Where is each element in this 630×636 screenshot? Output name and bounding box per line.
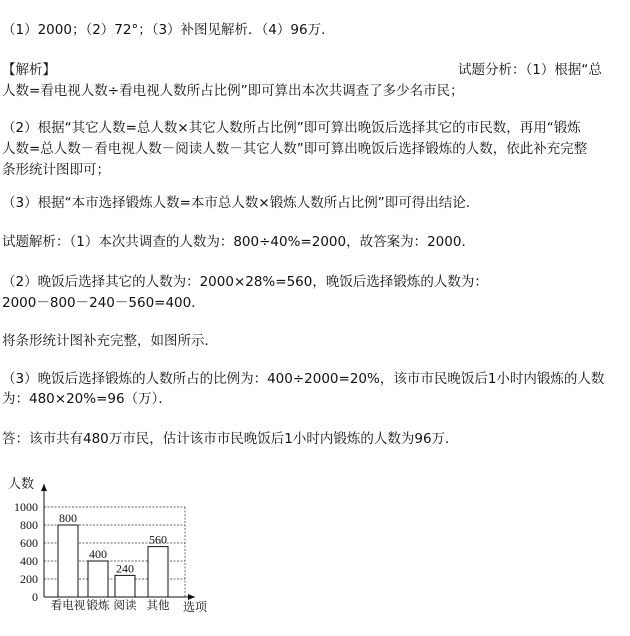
y-axis-title: 人数 bbox=[8, 476, 35, 491]
x-axis-title: 选项 bbox=[183, 600, 208, 614]
bar-value-label: 560 bbox=[149, 532, 167, 547]
chart-note: 将条形统计图补充完整，如图所示． bbox=[2, 333, 218, 349]
answer-summary: （1）2000；（2）72°；（3）补图见解析．（4）96万． bbox=[2, 22, 335, 38]
solution-step3-a: （3）晚饭后选择锻炼的人数所占的比例为：400÷2000=20%，该市市民晚饭后1小时内锻炼的人数 bbox=[2, 371, 605, 387]
analysis-heading: 【解析】 bbox=[2, 62, 56, 78]
y-axis-arrow-icon bbox=[41, 484, 47, 491]
analysis-step3: （3）根据“本市选择锻炼人数=本市总人数×锻炼人数所占比例”即可得出结论． bbox=[2, 195, 480, 211]
analysis-intro: 试题分析：（1）根据“总 bbox=[458, 62, 602, 78]
y-tick-label: 200 bbox=[20, 572, 38, 586]
x-tick-label: 其他 bbox=[146, 600, 170, 612]
solution-step1: 试题解析：（1）本次共调查的人数为：800÷40%=2000，故答案为：2000． bbox=[2, 234, 475, 250]
analysis-step1: 人数=看电视人数÷看电视人数所占比例”即可算出本次共调查了多少名市民； bbox=[2, 83, 464, 99]
y-tick-label: 600 bbox=[20, 536, 38, 550]
x-tick-label: 锻炼 bbox=[86, 600, 110, 612]
bar-4 bbox=[148, 547, 168, 597]
bar-2 bbox=[88, 561, 108, 597]
y-tick-label: 400 bbox=[20, 554, 38, 568]
bar-value-label: 240 bbox=[116, 561, 134, 576]
bar-value-label: 400 bbox=[89, 547, 107, 561]
y-tick-label: 800 bbox=[20, 518, 38, 532]
bar-value-label: 800 bbox=[59, 511, 77, 525]
final-answer: 答：该市共有480万市民，估计该市市民晚饭后1小时内锻炼的人数为96万． bbox=[2, 431, 459, 447]
x-tick-label: 看电视 bbox=[50, 600, 86, 612]
x-tick-label: 阅读 bbox=[113, 600, 137, 612]
solution-step2-b: 2000－800－240－560=400． bbox=[2, 295, 205, 311]
bar-1 bbox=[58, 525, 78, 597]
y-tick-label: 1000 bbox=[14, 500, 38, 514]
analysis-step2-b: 人数=总人数－看电视人数－阅读人数－其它人数”即可算出晚饭后选择锻炼的人数，依此补充完整 bbox=[2, 141, 588, 157]
bar-3 bbox=[115, 575, 135, 597]
solution-step3-b: 为：480×20%=96（万）． bbox=[2, 391, 172, 407]
bar-chart bbox=[0, 470, 230, 636]
y-tick-label: 0 bbox=[32, 590, 38, 604]
analysis-step2-a: （2）根据“其它人数=总人数×其它人数所占比例”即可算出晚饭后选择其它的市民数，再用“锻炼 bbox=[2, 120, 581, 136]
solution-step2-a: （2）晚饭后选择其它的人数为：2000×28%=560，晚饭后选择锻炼的人数为： bbox=[2, 274, 488, 290]
analysis-step2-c: 条形统计图即可； bbox=[2, 162, 110, 178]
